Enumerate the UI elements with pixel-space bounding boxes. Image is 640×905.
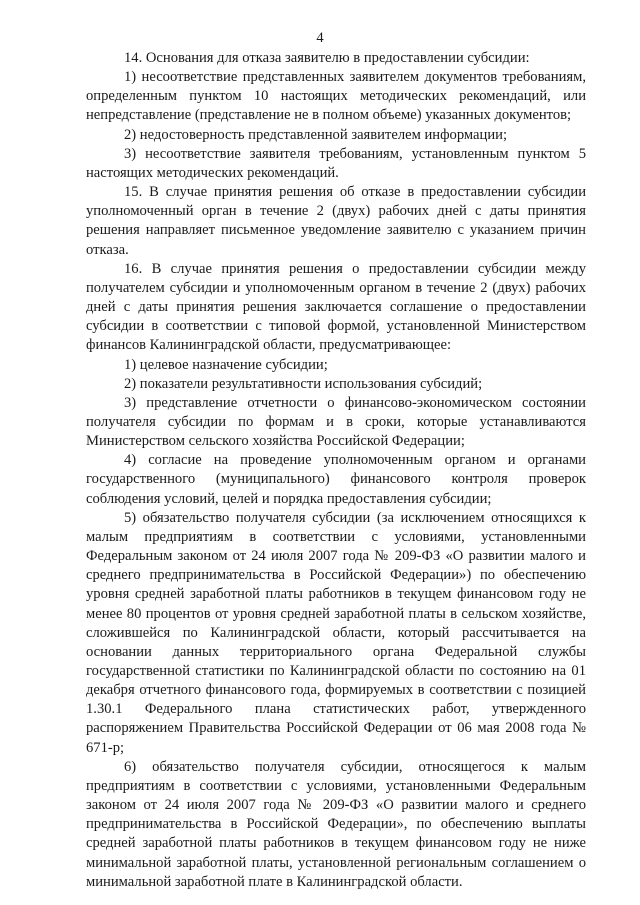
- paragraph-16-heading: 16. В случае принятия решения о предоставлении субсидии между получателем субсидии и уполномоченным органом в течение 2 (двух) рабочих дней с даты принятия решения заключается соглашение о предоставлении субсидии в соответствии с типовой формой, установленной Министерством финансов Калининградской области, предусматривающее:: [86, 260, 586, 354]
- paragraph-16-item-6: 6) обязательство получателя субсидии, относящегося к малым предприятиям в соответствии с условиями, установленными Федеральным законом от 24 июля 2007 года № 209-ФЗ «О развитии малого и среднего предпринимательства в Российской Федерации», по обеспечению выплаты средней заработной платы работников в текущем финансовом году не ниже минимальной заработной платы, установленной региональным соглашением о минимальной заработной плате в Калининградской области.: [86, 758, 586, 890]
- paragraph-16-item-2: 2) показатели результативности использования субсидий;: [124, 375, 483, 392]
- paragraph-16-item-4: 4) согласие на проведение уполномоченным органом и органами государственного (муниципального) финансового контроля проверок соблюдения условий, целей и порядка предоставления субсидии;: [86, 452, 586, 507]
- paragraph-16-item-5: 5) обязательство получателя субсидии (за исключением относящихся к малым предприятиям в соответствии с условиями, установленными Федеральным законом от 24 июля 2007 года № 209-ФЗ «О развитии малого и среднего предпринимательства в Российской Федерации») по обеспечению уровня средней заработной платы работников в текущем финансовом году не менее 80 процентов от уровня средней заработной платы в сельском хозяйстве, сложившейся по Калининградской области, который рассчитывается на основании данных территориального органа Федеральной службы государственной статистики по Калининградской области по состоянию на 01 декабря отчетного финансового года, формируемых в соответствии с позицией 1.30.1 Федерального плана статистических работ, утвержденного распоряжением Правительства Российской Федерации от 06 мая 2008 года № 671-р;: [86, 509, 586, 756]
- paragraph-14-item-2: 2) недостоверность представленной заявителем информации;: [124, 126, 508, 143]
- paragraph-14-heading: 14. Основания для отказа заявителю в предоставлении субсидии:: [124, 50, 530, 66]
- paragraph-16-item-3: 3) представление отчетности о финансово-экономическом состоянии получателя субсидии по формам и в сроки, которые устанавливаются Министерством сельского хозяйства Российской Федерации;: [86, 394, 586, 450]
- paragraph-14-item-3: 3) несоответствие заявителя требованиям, установленным пунктом 5 настоящих методических рекомендаций.: [86, 145, 586, 181]
- paragraph-16-item-1: 1) целевое назначение субсидии;: [124, 356, 328, 373]
- paragraph-14-item-1: 1) несоответствие представленных заявителем документов требованиям, определенным пунктом 10 настоящих методических рекомендаций, или непредставление (представление не в полном объеме) указанных документов;: [86, 69, 586, 124]
- document-body: [86, 49, 586, 892]
- paragraph-15: 15. В случае принятия решения об отказе в предоставлении субсидии уполномоченный орган в течение 2 (двух) рабочих дней с даты принятия решения направляет письменное уведомление заявителю с указанием причин отказа.: [86, 184, 586, 258]
- page-number: 4: [316, 30, 324, 46]
